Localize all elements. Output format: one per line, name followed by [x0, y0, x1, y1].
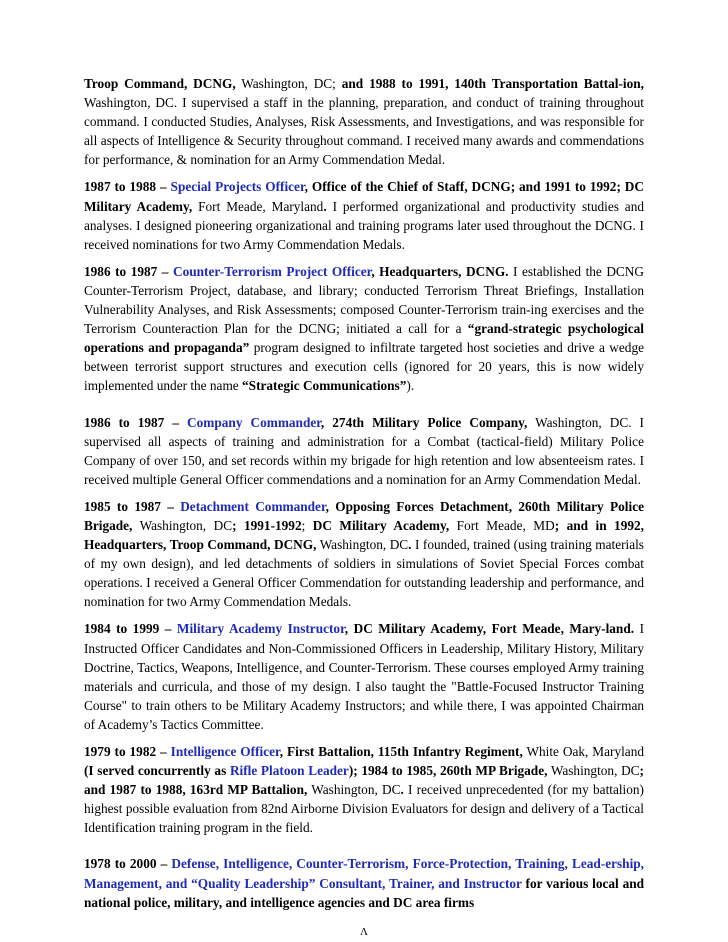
text-segment: Washington, DC. I supervised a staff in the planning, preparation, and conduct of training throughout command. I conducted Studies, Analyses, Risk Assessments, and Investigations, and was responsible for all aspects of Intelligence & Security throughout command. I received many awards and commendations for performance, & nomination for an Army Commendation Medal.: [84, 95, 644, 168]
text-segment: Fort Meade, Maryland: [192, 198, 324, 214]
text-segment: ); 1984 to 1985, 260th MP Brigade,: [348, 763, 548, 779]
text-segment: I established the DCNG Counter-Terrorism Project, database, and library; conducted Terrorism Threat Briefings, Installation Vulnerability Analyses, and Risk Assessments; composed Counter-Terrorism train-ing exercises and the Terrorism Counteraction Plan for the DCNG; initiated a call for a: [84, 263, 645, 337]
position-title: Counter-Terrorism Project Officer: [172, 263, 372, 279]
text-segment: I founded, trained (using training materials of my own design), and led detachments of soldiers in simulations of Soviet Special Forces combat operations. I received a General Officer Commendation for outstanding leadership and performance, and nomination for two Army Commendation Medals.: [84, 537, 644, 610]
text-segment: 1984 to 1999 –: [84, 621, 177, 637]
text-segment: , 274th Military Police Company,: [320, 414, 528, 430]
text-segment: White Oak, Maryland: [522, 744, 644, 759]
text-segment: I received unprecedented (for my battalion) highest possible evaluation from 82nd Airborne Division Evaluators for design and delivery of a Tactical Identification training program in the field.: [84, 782, 644, 836]
text-segment: program designed to infiltrate targeted host societies and drive a wedge between terrorist support structures and execution cells (ignored for 20 years, this is now widely implemented under the name: [84, 340, 645, 394]
position-title: Company Commander: [187, 414, 321, 430]
page-number: Ʌ: [360, 926, 368, 938]
text-segment: ; and in 1992, Headquarters, Troop Command, DCNG,: [84, 517, 644, 553]
text-segment: DC Military Academy,: [312, 517, 450, 533]
text-segment: , Opposing Forces Detachment, 260th Military Police Brigade,: [84, 498, 644, 533]
text-segment: , DC Military Academy, Fort Meade, Mary-land.: [344, 621, 635, 637]
text-segment: I performed organizational and productivity studies and analyses. I designed pioneering organizational and training programs later used throughout the DCNG. I received nominations for two Army Commendation Medals.: [84, 198, 645, 252]
paragraph: [84, 262, 644, 396]
text-segment: , Headquarters, DCNG.: [371, 263, 509, 279]
text-segment: (I served concurrently as: [84, 763, 230, 779]
position-title: Rifle Platoon Leader: [229, 763, 349, 779]
paragraph: [84, 413, 644, 489]
text-segment: and 1988 to 1991, 140th Transportation Battal-ion,: [341, 76, 644, 91]
text-segment: .: [408, 537, 412, 553]
text-segment: 1978 to 2000 –: [84, 856, 172, 872]
position-title: Special Projects Officer: [170, 179, 305, 195]
paragraph: [84, 854, 644, 911]
position-title: Military Academy Instructor: [176, 621, 345, 637]
text-segment: Washington, DC: [547, 763, 640, 779]
text-segment: “Strategic Communications”: [242, 378, 407, 394]
text-segment: Washington, DC: [316, 537, 409, 553]
text-segment: Washington, DC: [307, 782, 401, 798]
text-segment: .: [400, 782, 404, 798]
paragraph: [84, 177, 644, 253]
text-segment: Washington, DC;: [235, 76, 342, 91]
text-segment: I Instructed Officer Candidates and Non-Commissioned Officers in Leadership, Military History, Military Doctrine, Tactics, Weapons, Intelligence, and Counter-Terrorism. These courses employed Army training materials and curricula, and those of my design. I also taught the "Battle-Focused Instructor Training Course" to train others to be Military Academy Instructors; and while there, I was appointed Chairman of Academy’s Tactics Committee.: [84, 621, 644, 732]
paragraph: [84, 742, 644, 837]
document-body: [84, 74, 644, 920]
text-segment: 1987 to 1988 –: [84, 179, 171, 195]
text-segment: ; 1991-1992: [232, 517, 302, 533]
position-title: Defense, Intelligence, Counter-Terrorism, Force-Protection, Training, Lead-ership, Management, and “Quality Leadership” Consultant, Trainer, and Instructor: [84, 856, 644, 891]
text-segment: Washington, DC. I supervised all aspects of training and administration for a Combat (tactical-field) Military Police Company of over 150, and set records within my brigade for high retention and low absenteeism rates. I received multiple General Officer commendations and a nomination for an Army Commendation Medal.: [84, 414, 644, 487]
text-segment: .: [323, 198, 327, 214]
text-segment: ; and 1987 to 1988, 163rd MP Battalion,: [84, 763, 644, 798]
text-segment: for various local and national police, military, and intelligence agencies and DC area firms: [84, 875, 645, 910]
text-segment: , First Battalion, 115th Infantry Regiment,: [279, 744, 523, 759]
text-segment: 1986 to 1987 –: [84, 414, 188, 430]
paragraph: [84, 619, 644, 734]
paragraph: [84, 497, 644, 612]
paragraph: [84, 74, 644, 169]
text-segment: “grand-strategic psychological operations and propaganda”: [84, 321, 644, 356]
text-segment: Fort Meade, MD: [449, 517, 555, 533]
text-segment: ).: [406, 378, 415, 394]
text-segment: 1986 to 1987 –: [84, 263, 173, 279]
text-segment: ;: [301, 517, 313, 533]
text-segment: 1979 to 1982 –: [84, 744, 171, 759]
text-segment: 1985 to 1987 –: [84, 498, 181, 514]
text-segment: Troop Command, DCNG,: [84, 76, 236, 91]
text-segment: , Office of the Chief of Staff, DCNG; and 1991 to 1992; DC Military Academy,: [84, 179, 644, 214]
position-title: Intelligence Officer: [170, 744, 280, 759]
position-title: Detachment Commander: [180, 498, 326, 514]
text-segment: Washington, DC: [132, 517, 233, 533]
